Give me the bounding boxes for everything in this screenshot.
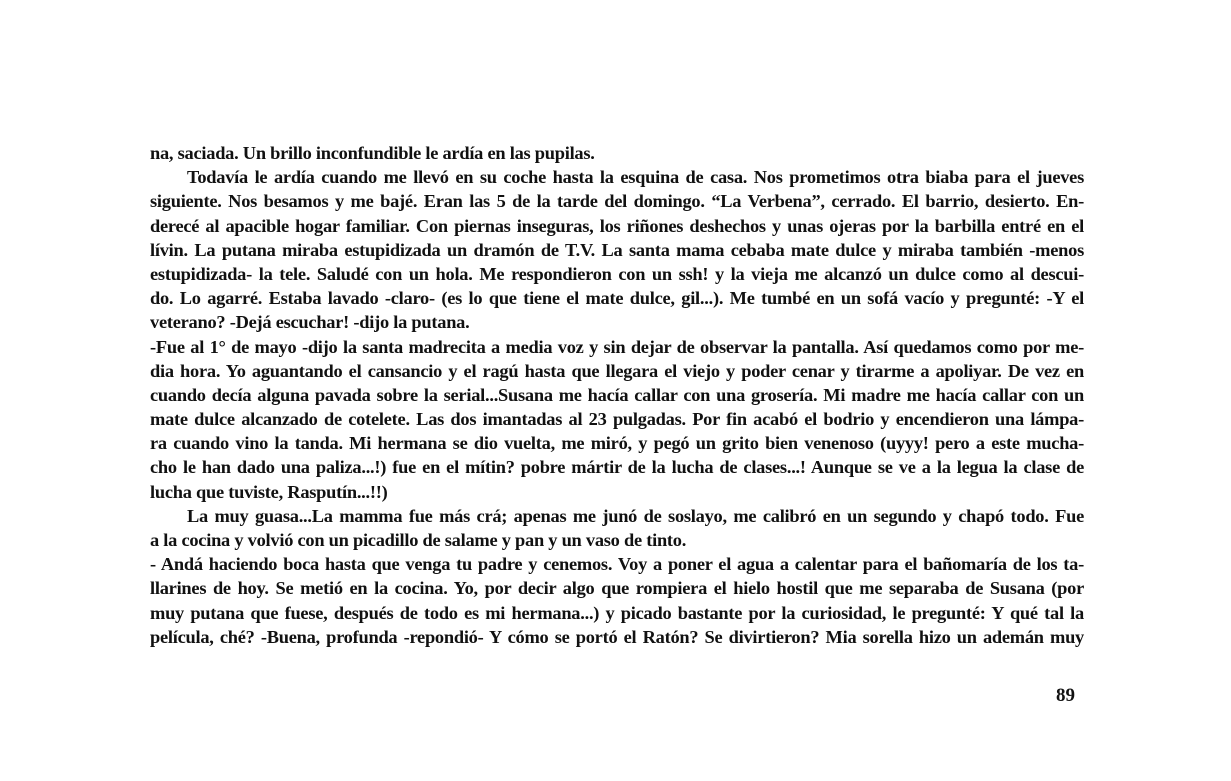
text-line: mate dulce alcanzado de cotelete. Las dos imantadas al 23 pulgadas. Por fin acabó el bodrio y encendieron una lámpa- bbox=[150, 409, 1084, 430]
text-line: do. Lo agarré. Estaba lavado -claro- (es lo que tiene el mate dulce, gil...). Me tumbé en un sofá vacío y pregunté: -Y el bbox=[150, 288, 1084, 309]
text-line: muy putana que fuese, después de todo es mi hermana...) y picado bastante por la curiosidad, le pregunté: Y qué tal la bbox=[150, 602, 1084, 623]
body-text bbox=[150, 141, 1084, 649]
text-line: Todavía le ardía cuando me llevó en su coche hasta la esquina de casa. Nos prometimos otra biaba para el jueves bbox=[187, 167, 1084, 188]
text-line: ra cuando vino la tanda. Mi hermana se dio vuelta, me miró, y pegó un grito bien venenoso (uyyy! pero a este mucha- bbox=[150, 433, 1084, 454]
text-line: lívin. La putana miraba estupidizada un dramón de T.V. La santa mama cebaba mate dulce y miraba también -menos bbox=[150, 239, 1084, 260]
text-line: lucha que tuviste, Rasputín...!!) bbox=[150, 481, 388, 502]
text-line: derecé al apacible hogar familiar. Con piernas inseguras, los riñones deshechos y unas ojeras por la barbilla entré en el bbox=[150, 215, 1084, 236]
text-line: na, saciada. Un brillo inconfundible le ardía en las pupilas. bbox=[150, 143, 595, 163]
text-line: llarines de hoy. Se metió en la cocina. Yo, por decir algo que rompiera el hielo hostil que me separaba de Susana (por bbox=[150, 578, 1084, 599]
text-line: a la cocina y volvió con un picadillo de salame y pan y un vaso de tinto. bbox=[150, 530, 687, 550]
text-line: estupidizada- la tele. Saludé con un hola. Me respondieron con un ssh! y la vieja me alcanzó un dulce como al descui- bbox=[150, 263, 1084, 284]
text-line: La muy guasa...La mamma fue más crá; apenas me junó de soslayo, me calibró en un segundo y chapó todo. Fue bbox=[187, 505, 1084, 526]
text-line: siguiente. Nos besamos y me bajé. Eran las 5 de la tarde del domingo. “La Verbena”, cerrado. El barrio, desierto. En- bbox=[150, 191, 1084, 212]
text-line: cuando decía alguna pavada sobre la serial...Susana me hacía callar con una grosería. Mi madre me hacía callar con un bbox=[150, 384, 1084, 405]
text-line: veterano? -Dejá escuchar! -dijo la putana. bbox=[150, 312, 470, 333]
page-number: 89 bbox=[1056, 685, 1075, 706]
text-line: -Fue al 1° de mayo -dijo la santa madrecita a media voz y sin dejar de observar la pantalla. Así quedamos como por me- bbox=[150, 336, 1084, 357]
text-line: dia hora. Yo aguantando el cansancio y el ragú hasta que llegara el viejo y poder cenar y tirarme a apoliyar. De vez en bbox=[150, 360, 1084, 381]
text-line: película, ché? -Buena, profunda -repondió- Y cómo se portó el Ratón? Se divirtieron? Mia sorella hizo un ademán muy bbox=[150, 626, 1084, 647]
text-line: - Andá haciendo boca hasta que venga tu padre y cenemos. Voy a poner el agua a calentar para el bañomaría de los ta- bbox=[150, 554, 1084, 575]
text-line: cho le han dado una paliza...!) fue en el mítin? pobre mártir de la lucha de clases...! Aunque se ve a la legua la clase de bbox=[150, 457, 1084, 478]
